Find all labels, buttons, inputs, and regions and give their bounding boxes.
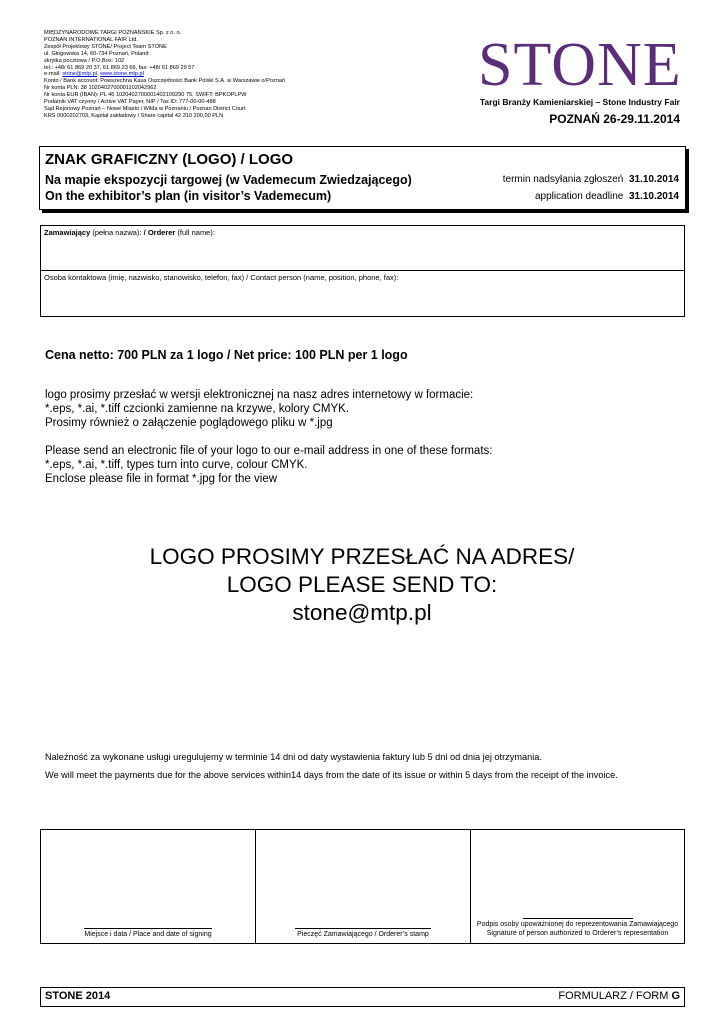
orderer-note-pl: (pełna nazwa): [90,228,144,237]
stamp-cell[interactable] [255,830,470,943]
email-link[interactable]: stone@mtp.pl [62,71,97,78]
separator: , [96,71,101,78]
send-to-block [0,543,724,627]
instruction-line: Enclose please file in format *.jpg for the view [45,473,278,485]
company-line: tel.: +48/ 61 869 20 37, 61 869 23 66, fax: +48/ 61 869 29 57 [44,64,195,71]
deadline-pl-label: termin nadsyłania zgłoszeń [502,174,624,185]
company-line: KRS 0000202703, Kapitał zakładowy / Share capital 42 310 200,00 PLN [44,112,224,119]
form-subtitle-en: On the exhibitor’s plan (in visitor’s Vademecum) [45,189,332,203]
contact-person-label: Osoba kontaktowa (imię, nazwisko, stanowisko, telefon, fax) / Contact person (name, position, phone, fax): [44,273,399,282]
place-date-caption: Miejsce i data / Place and date of signing [84,931,212,938]
instructions-en [45,444,492,486]
company-line: Podatnik VAT czynny / Active VAT Payer, NIP / Tax ID: 777-00-00-488 [44,99,216,106]
orderer-label-pl: Zamawiający [44,228,91,237]
orderer-label-en: / Orderer [143,228,176,237]
company-line: Nr konta EUR (IBAN): PL 46 1020402700001402109290 75, SWIFT: BPKOPLPW [44,92,247,99]
company-line: Konto / Bank account: Powszechna Kasa Oszczędności Bank Polski S.A. w Warszawie o/Poznań [44,78,286,85]
company-contact-line [44,71,424,78]
logo-text: STONE [478,31,682,99]
form-title: ZNAK GRAFICZNY (LOGO) / LOGO [45,151,294,168]
form-subtitle-pl: Na mapie ekspozycji targowej (w Vademecum Zwiedzającego) [45,173,412,187]
instruction-line: *.eps, *.ai, *.tiff czcionki zamienne na krzywe, kolory CMYK. [45,403,350,415]
fair-date: POZNAŃ 26-29.11.2014 [549,112,680,126]
signature-table [40,829,685,944]
send-to-line: LOGO PROSIMY PRZESŁAĆ NA ADRES/ [149,544,575,569]
footer-form-letter: G [671,990,680,1002]
instruction-line: Prosimy również o załączenie poglądowego pliku w *.jpg [45,417,333,429]
company-line: MIĘDZYNARODOWE TARGI POZNAŃSKIE Sp. z o. o. [44,30,182,36]
footer-event: STONE 2014 [45,990,111,1002]
stone-logo [478,30,682,100]
instruction-line: logo prosimy przesłać w wersji elektronicznej na nasz adres internetowy w formacie: [45,389,474,401]
send-to-email: stone@mtp.pl [292,600,432,625]
orderer-field[interactable] [41,226,684,271]
deadline-pl [503,174,679,185]
company-line: Sąd Rejonowy Poznań – Nowe Miasto i Wilda w Poznaniu / Poznan District Court [44,105,246,112]
instruction-line: Please send an electronic file of your logo to our e-mail address in one of these formats: [45,445,493,457]
form-footer [40,987,685,1007]
company-info [44,30,424,120]
email-label: e-mail: [44,71,63,78]
footer-form-label: FORMULARZ / FORM [558,990,672,1002]
authorized-signature-cell[interactable] [470,830,684,943]
deadline-en-label: application deadline [534,191,624,202]
signature-line [295,928,431,929]
deadline-en [535,191,679,202]
form-title-box [39,146,686,210]
company-line: POZNAN INTERNATIONAL FAIR Ltd. [44,36,138,43]
company-line: Nr konta PLN: 38 1020402700001102042962 [44,85,157,92]
stamp-caption: Pieczęć Zamawiającego / Orderer’s stamp [297,931,429,938]
contact-person-field[interactable] [41,271,684,316]
payment-terms-pl: Należność za wykonane usługi uregulujemy w terminie 14 dni od daty wystawienia faktury lub 5 dni od dnia jej otrzymania. [45,752,542,762]
authorized-caption-en: Signature of person authorized to Orderer’s representation [486,930,669,937]
company-line: skrytka pocztowa / P.O.Box: 102 [44,57,125,64]
signature-line [523,918,633,919]
company-line: ul. Głogowska 14, 60-734 Poznań, Poland [44,50,149,57]
authorized-caption-pl: Podpis osoby upoważnionej do reprezentowania Zamawiającego [476,921,679,928]
orderer-note-en: (full name): [175,228,215,237]
deadline-date: 31.10.2014 [628,191,679,202]
deadline-date: 31.10.2014 [628,174,679,185]
signature-line [84,928,212,929]
place-date-cell[interactable] [41,830,255,943]
company-line: Zespół Projektowy STONE/ Project Team STONE [44,43,167,50]
net-price: Cena netto: 700 PLN za 1 logo / Net price: 100 PLN per 1 logo [45,348,408,362]
footer-form-id [558,990,680,1002]
instruction-line: *.eps, *.ai, *.tiff, types turn into curve, colour CMYK. [45,459,308,471]
website-link[interactable]: www.stone.mtp.pl [100,71,144,78]
payment-terms-en: We will meet the payments due for the above services within14 days from the date of its issue or within 5 days from the receipt of the invoice. [45,770,618,780]
send-to-line: LOGO PLEASE SEND TO: [226,572,498,597]
orderer-form [40,225,685,317]
fair-subtitle: Targi Branży Kamieniarskiej – Stone Industry Fair [479,97,680,107]
instructions-pl [45,388,473,430]
